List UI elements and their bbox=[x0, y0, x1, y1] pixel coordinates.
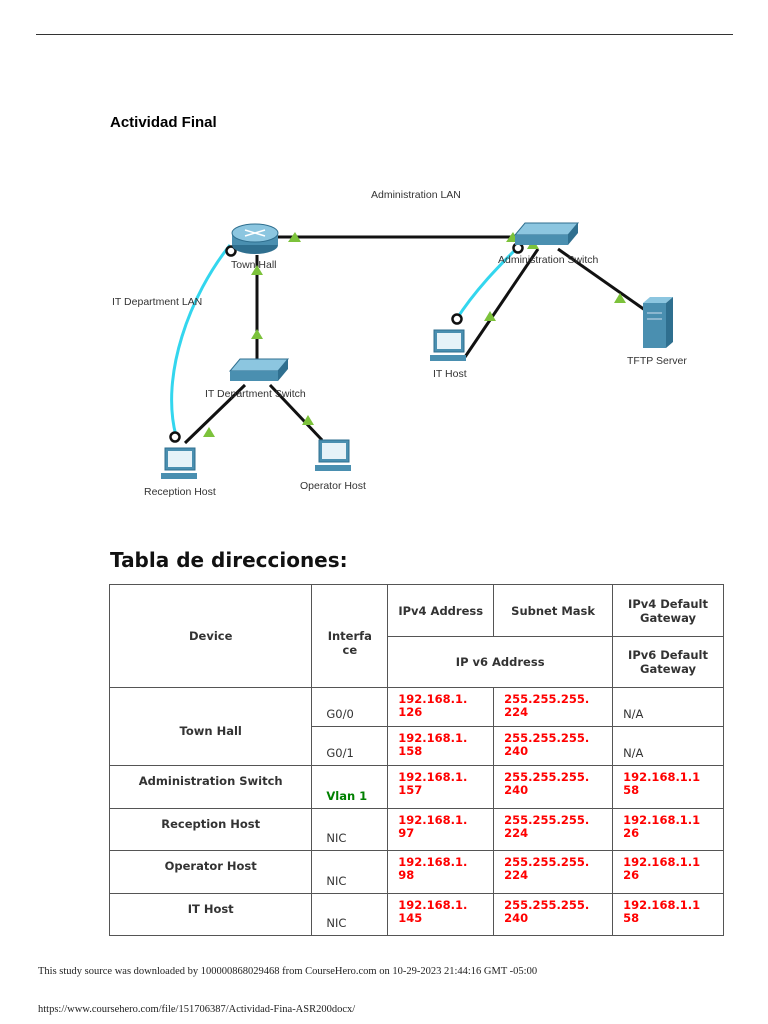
router-icon bbox=[232, 224, 278, 254]
cell-mask: 255.255.255. 240 bbox=[494, 894, 613, 936]
cell-interface: G0/0 bbox=[312, 688, 388, 727]
table-row bbox=[110, 851, 724, 894]
pc-icon bbox=[161, 448, 197, 479]
cell-interface: NIC bbox=[312, 894, 388, 936]
pc-icon bbox=[315, 440, 351, 471]
console-endpoints bbox=[171, 244, 523, 442]
table-row bbox=[110, 894, 724, 936]
cell-mask: 255.255.255. 224 bbox=[494, 688, 613, 727]
cell-gateway: 192.168.1.1 58 bbox=[613, 894, 724, 936]
document-title: Actividad Final bbox=[110, 114, 217, 131]
cell-gateway: 192.168.1.1 26 bbox=[613, 851, 724, 894]
label-town-hall: Town Hall bbox=[231, 259, 277, 271]
cell-mask: 255.255.255. 240 bbox=[494, 766, 613, 809]
cell-ipv4: 192.168.1. 97 bbox=[388, 809, 494, 851]
header-device: Device bbox=[110, 585, 312, 688]
cell-mask: 255.255.255. 224 bbox=[494, 809, 613, 851]
label-it-host: IT Host bbox=[433, 368, 467, 380]
section-title: Tabla de direcciones: bbox=[110, 548, 348, 572]
server-icon bbox=[643, 297, 673, 348]
cell-ipv4: 192.168.1. 126 bbox=[388, 688, 494, 727]
label-tftp-server: TFTP Server bbox=[627, 355, 687, 367]
cell-ipv4: 192.168.1. 145 bbox=[388, 894, 494, 936]
arrow-icon bbox=[251, 329, 263, 339]
header-interface: Interfa ce bbox=[312, 585, 388, 688]
pc-icon bbox=[430, 330, 466, 361]
cell-gateway: 192.168.1.1 58 bbox=[613, 766, 724, 809]
cell-device: IT Host bbox=[110, 894, 312, 936]
top-rule bbox=[36, 34, 733, 35]
header-ipv4-address: IPv4 Address bbox=[388, 585, 494, 637]
cell-ipv4: 192.168.1. 158 bbox=[388, 727, 494, 766]
cell-gateway: N/A bbox=[613, 727, 724, 766]
label-it-department-lan: IT Department LAN bbox=[112, 296, 203, 308]
cell-mask: 255.255.255. 224 bbox=[494, 851, 613, 894]
addressing-table bbox=[109, 584, 724, 936]
table-header-row bbox=[110, 585, 724, 637]
cell-ipv4: 192.168.1. 157 bbox=[388, 766, 494, 809]
switch-icon bbox=[230, 359, 288, 381]
label-operator-host: Operator Host bbox=[300, 480, 366, 492]
cell-device: Administration Switch bbox=[110, 766, 312, 809]
cell-ipv4: 192.168.1. 98 bbox=[388, 851, 494, 894]
table-row bbox=[110, 766, 724, 809]
cell-interface: G0/1 bbox=[312, 727, 388, 766]
cell-interface: Vlan 1 bbox=[312, 766, 388, 809]
header-ipv4-gateway: IPv4 Default Gateway bbox=[613, 585, 724, 637]
label-administration-lan: Administration LAN bbox=[371, 189, 461, 201]
cell-gateway: 192.168.1.1 26 bbox=[613, 809, 724, 851]
cell-interface: NIC bbox=[312, 851, 388, 894]
network-topology-diagram bbox=[100, 175, 720, 505]
table-row bbox=[110, 688, 724, 727]
cell-interface: NIC bbox=[312, 809, 388, 851]
source-url[interactable]: https://www.coursehero.com/file/151706387/Actividad-Fina-ASR200docx/ bbox=[38, 1004, 356, 1015]
cell-device: Reception Host bbox=[110, 809, 312, 851]
console-endpoint-icon bbox=[453, 315, 462, 324]
cell-device: Operator Host bbox=[110, 851, 312, 894]
download-notice: This study source was downloaded by 100000868029468 from CourseHero.com on 10-29-2023 21:44:16 GMT -05:00 bbox=[38, 966, 538, 977]
header-ipv6-gateway: IPv6 Default Gateway bbox=[613, 637, 724, 688]
cell-device: Town Hall bbox=[110, 688, 312, 766]
cell-mask: 255.255.255. 240 bbox=[494, 727, 613, 766]
switch-icon bbox=[515, 223, 578, 245]
console-endpoint-icon bbox=[171, 433, 180, 442]
arrow-icon bbox=[203, 427, 215, 437]
label-it-department-switch: IT Department Switch bbox=[205, 388, 306, 400]
cell-gateway: N/A bbox=[613, 688, 724, 727]
table-row bbox=[110, 809, 724, 851]
header-ipv6-address: IP v6 Address bbox=[388, 637, 613, 688]
label-administration-switch: Administration Switch bbox=[498, 254, 599, 266]
label-reception-host: Reception Host bbox=[144, 486, 216, 498]
header-subnet-mask: Subnet Mask bbox=[494, 585, 613, 637]
